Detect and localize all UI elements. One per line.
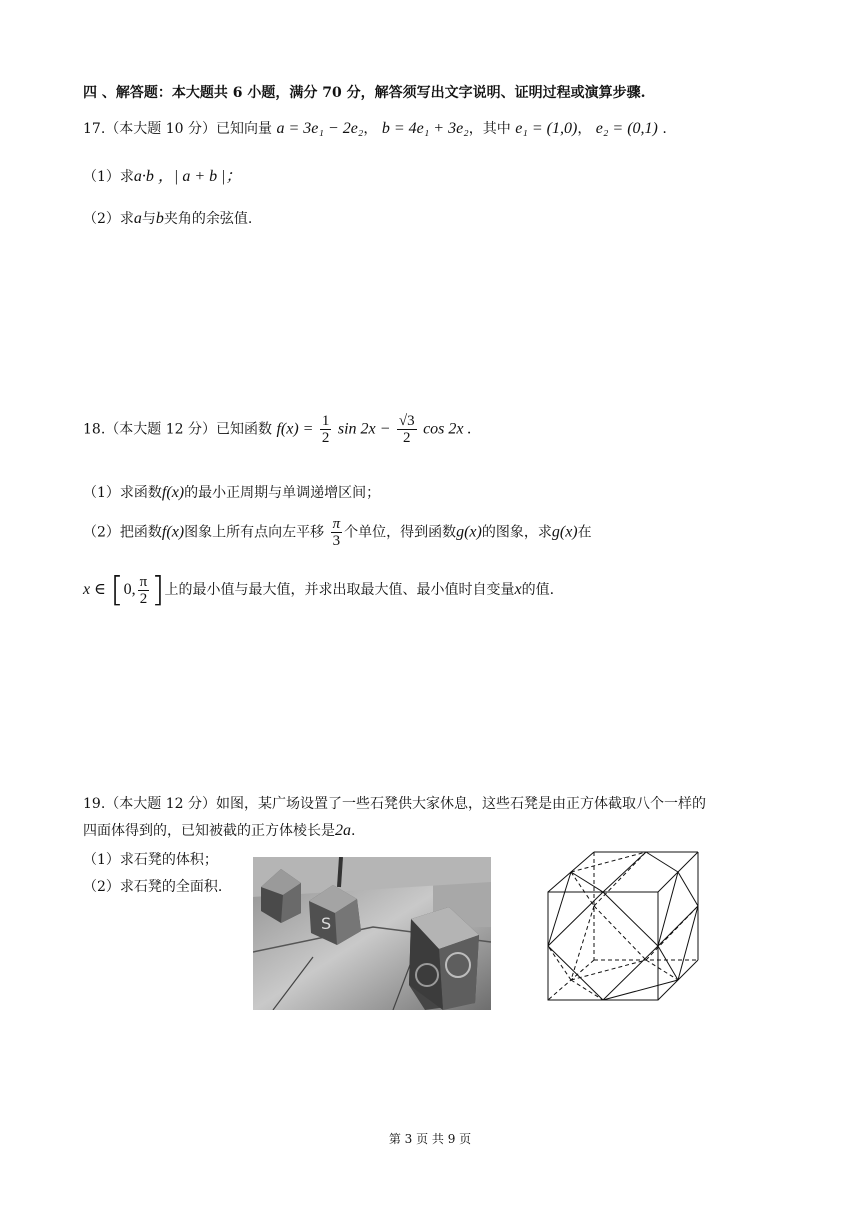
question-text: ，其中: [468, 121, 511, 137]
question-17-stem: 17.（本大题 10 分）已知向量 a = 3e₁ − 2e₂， b = 4e₁ + 3e₂，其中 e₁ = (1,0)， e₂ = (0,1) .: [83, 120, 667, 137]
question-number: 18.: [83, 421, 106, 438]
stone-bench-photo: [253, 857, 491, 1010]
question-number: 19.: [83, 796, 106, 812]
part-text: 图象上所有点向左平移: [184, 524, 325, 541]
sin-term: sin 2x −: [337, 420, 391, 438]
vector-e2: e₂ = (0,1): [595, 120, 658, 137]
vector-a-expression: a = 3e₁ − 2e₂: [276, 120, 364, 137]
question-text: 如图，某广场设置了一些石凳供大家休息，这些石凳是由正方体截取八个一样的: [215, 796, 706, 812]
question-text: 已知函数: [215, 421, 272, 438]
cos-term: cos 2x .: [423, 420, 472, 438]
part-math: b: [155, 210, 164, 227]
part-text: 的图象，求: [481, 524, 552, 541]
page-footer: 第 3 页 共 9 页: [388, 1132, 472, 1146]
question-18-part-2-range: [83, 570, 554, 610]
question-score: （本大题 12 分）: [105, 421, 216, 438]
part-label: （1）求函数: [83, 485, 162, 501]
part-math: x: [514, 581, 522, 598]
vector-e1: e₁ = (1,0): [515, 120, 578, 137]
question-19-part-2: （2）求石凳的全面积.: [83, 879, 223, 895]
question-number: 17.: [83, 121, 106, 137]
punctuation: .: [351, 823, 356, 839]
question-17-part-2: [83, 208, 252, 228]
part-text: 上的最小值与最大值，并求出取最大值、最小值时自变量: [164, 582, 515, 598]
fraction-root3-half: $\frac{√3}{2}$: [398, 413, 415, 446]
question-19-part-1: （1）求石凳的体积；: [83, 852, 218, 868]
part-math: g(x): [456, 523, 482, 541]
question-text: 已知向量: [215, 121, 272, 137]
left-bracket: [: [110, 570, 124, 610]
part-math: f(x): [161, 523, 185, 541]
part-math: a·b ，| a + b |；: [133, 168, 242, 185]
fraction-pi-over-2: $\frac{\pi}{2}$: [139, 573, 148, 607]
question-18-stem: [83, 413, 472, 446]
part-text: 的最小正周期与单调递增区间；: [184, 485, 381, 501]
question-19-stem-line-1: [83, 793, 706, 813]
part-math: x ∈: [83, 581, 106, 598]
part-text: 在: [577, 524, 592, 541]
question-18-part-1: [83, 482, 380, 502]
fraction-pi-over-3: $\frac{\pi}{3}$: [332, 516, 341, 549]
right-bracket: ]: [151, 570, 165, 610]
part-text: 的值.: [521, 582, 555, 598]
fraction-one-half: $\frac{1}{2}$: [321, 413, 330, 446]
question-18-part-2: [83, 516, 592, 549]
part-math: 0,: [123, 581, 136, 598]
part-math: g(x): [551, 523, 578, 541]
part-math: f(x): [161, 484, 185, 501]
cube-front-face: [548, 892, 658, 1000]
part-label: （1）求: [83, 169, 134, 185]
part-text: 夹角的余弦值.: [163, 211, 253, 227]
svg-text:S: S: [321, 914, 332, 933]
part-math: a: [133, 210, 142, 227]
question-17-part-1: [83, 163, 242, 186]
part-text: 与: [141, 211, 156, 227]
cuboctahedron-diagram: [540, 848, 700, 1004]
function-lhs: f(x) =: [276, 420, 314, 438]
question-score: （本大题 12 分）: [105, 796, 216, 812]
part-label: （2）求: [83, 211, 134, 227]
question-score: （本大题 10 分）: [105, 121, 216, 137]
part-label: （2）把函数: [83, 524, 162, 541]
question-19-stem-line-2: [83, 820, 355, 840]
question-text: 四面体得到的，已知被截的正方体棱长是: [83, 823, 335, 839]
vector-b-expression: b = 4e₁ + 3e₂: [381, 120, 469, 137]
part-text: 个单位，得到函数: [344, 524, 457, 541]
section-heading: 四 、解答题：本大题共 6 小题，满分 70 分，解答须写出文字说明、证明过程或演算步骤.: [83, 85, 646, 101]
edge-length: 2a: [335, 822, 351, 839]
